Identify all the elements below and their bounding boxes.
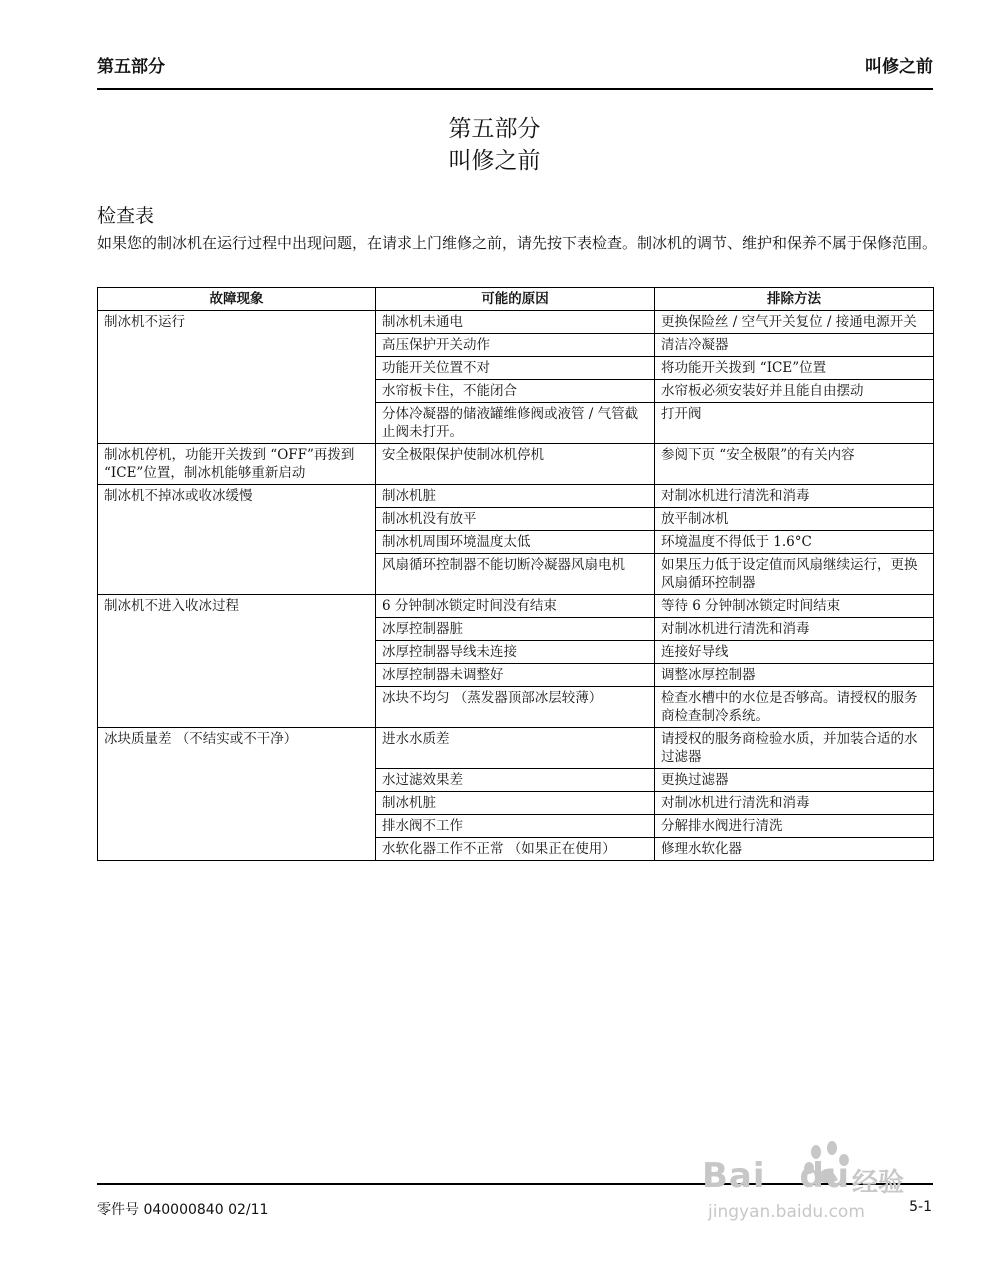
watermark-brand-b: du (799, 1156, 851, 1196)
cause-cell: 冰厚控制器脏 (376, 618, 655, 641)
cause-cell: 冰厚控制器未调整好 (376, 664, 655, 687)
remedy-cell: 连接好导线 (655, 641, 934, 664)
header-section-label: 第五部分 (97, 57, 165, 77)
remedy-cell: 调整冰厚控制器 (655, 664, 934, 687)
cause-cell: 高压保护开关动作 (376, 334, 655, 357)
table-body (98, 311, 934, 861)
cause-cell: 水过滤效果差 (376, 769, 655, 792)
cause-cell: 6 分钟制冰锁定时间没有结束 (376, 595, 655, 618)
remedy-cell: 检查水槽中的水位是否够高。请授权的服务商检查制冷系统。 (655, 687, 934, 728)
remedy-cell: 更换过滤器 (655, 769, 934, 792)
table-header-row (98, 288, 934, 311)
remedy-cell: 分解排水阀进行清洗 (655, 815, 934, 838)
baidu-jingyan-watermark (702, 1138, 932, 1238)
cause-cell: 制冰机脏 (376, 792, 655, 815)
cause-cell: 水软化器工作不正常 （如果正在使用） (376, 838, 655, 861)
cause-cell: 制冰机没有放平 (376, 508, 655, 531)
cause-cell: 制冰机未通电 (376, 311, 655, 334)
page-title (0, 113, 989, 177)
table-row (98, 595, 934, 618)
symptom-cell: 制冰机不运行 (98, 311, 376, 444)
symptom-cell: 制冰机停机，功能开关拨到 “OFF”再拨到 “ICE”位置，制冰机能够重新启动 (98, 444, 376, 485)
cause-cell: 分体冷凝器的储液罐维修阀或液管 / 气管截止阀未打开。 (376, 403, 655, 444)
cause-cell: 功能开关位置不对 (376, 357, 655, 380)
column-header-cause: 可能的原因 (376, 288, 655, 311)
remedy-cell: 参阅下页 “安全极限”的有关内容 (655, 444, 934, 485)
table-row (98, 444, 934, 485)
table-row (98, 485, 934, 508)
watermark-brand (702, 1156, 850, 1196)
cause-cell: 进水水质差 (376, 728, 655, 769)
watermark-jingyan: 经验 (852, 1168, 905, 1198)
remedy-cell: 清洁冷凝器 (655, 334, 934, 357)
table-row (98, 311, 934, 334)
troubleshooting-table (97, 287, 934, 861)
cause-cell: 制冰机周围环境温度太低 (376, 531, 655, 554)
cause-cell: 安全极限保护使制冰机停机 (376, 444, 655, 485)
remedy-cell: 修理水软化器 (655, 838, 934, 861)
footer-page-number: 5-1 (909, 1199, 932, 1215)
watermark-brand-a: Bai (702, 1156, 766, 1196)
cause-cell: 水帘板卡住，不能闭合 (376, 380, 655, 403)
column-header-remedy: 排除方法 (655, 288, 934, 311)
remedy-cell: 请授权的服务商检验水质，并加装合适的水过滤器 (655, 728, 934, 769)
remedy-cell: 放平制冰机 (655, 508, 934, 531)
remedy-cell: 对制冰机进行清洗和消毒 (655, 618, 934, 641)
cause-cell: 冰块不均匀 （蒸发器顶部冰层较薄） (376, 687, 655, 728)
footer-part-number: 零件号 040000840 02/11 (97, 1202, 269, 1218)
page-title-line-1: 第五部分 (448, 116, 541, 142)
remedy-cell: 如果压力低于设定值而风扇继续运行，更换风扇循环控制器 (655, 554, 934, 595)
cause-cell: 风扇循环控制器不能切断冷凝器风扇电机 (376, 554, 655, 595)
page-title-line-2: 叫修之前 (448, 148, 541, 174)
remedy-cell: 环境温度不得低于 1.6°C (655, 531, 934, 554)
cause-cell: 冰厚控制器导线未连接 (376, 641, 655, 664)
remedy-cell: 打开阀 (655, 403, 934, 444)
remedy-cell: 更换保险丝 / 空气开关复位 / 接通电源开关 (655, 311, 934, 334)
remedy-cell: 等待 6 分钟制冰锁定时间结束 (655, 595, 934, 618)
remedy-cell: 对制冰机进行清洗和消毒 (655, 485, 934, 508)
symptom-cell: 冰块质量差 （不结实或不干净） (98, 728, 376, 861)
section-heading: 检查表 (97, 205, 155, 227)
intro-paragraph: 如果您的制冰机在运行过程中出现问题，在请求上门维修之前，请先按下表检查。制冰机的调节、维护和保养不属于保修范围。 (97, 234, 938, 252)
table-row (98, 728, 934, 769)
watermark-url: jingyan.baidu.com (708, 1202, 865, 1222)
remedy-cell: 对制冰机进行清洗和消毒 (655, 792, 934, 815)
header-chapter-title: 叫修之前 (865, 57, 933, 77)
cause-cell: 制冰机脏 (376, 485, 655, 508)
symptom-cell: 制冰机不掉冰或收冰缓慢 (98, 485, 376, 595)
column-header-symptom: 故障现象 (98, 288, 376, 311)
remedy-cell: 水帘板必须安装好并且能自由摆动 (655, 380, 934, 403)
page-header (97, 52, 933, 90)
cause-cell: 排水阀不工作 (376, 815, 655, 838)
remedy-cell: 将功能开关拨到 “ICE”位置 (655, 357, 934, 380)
symptom-cell: 制冰机不进入收冰过程 (98, 595, 376, 728)
